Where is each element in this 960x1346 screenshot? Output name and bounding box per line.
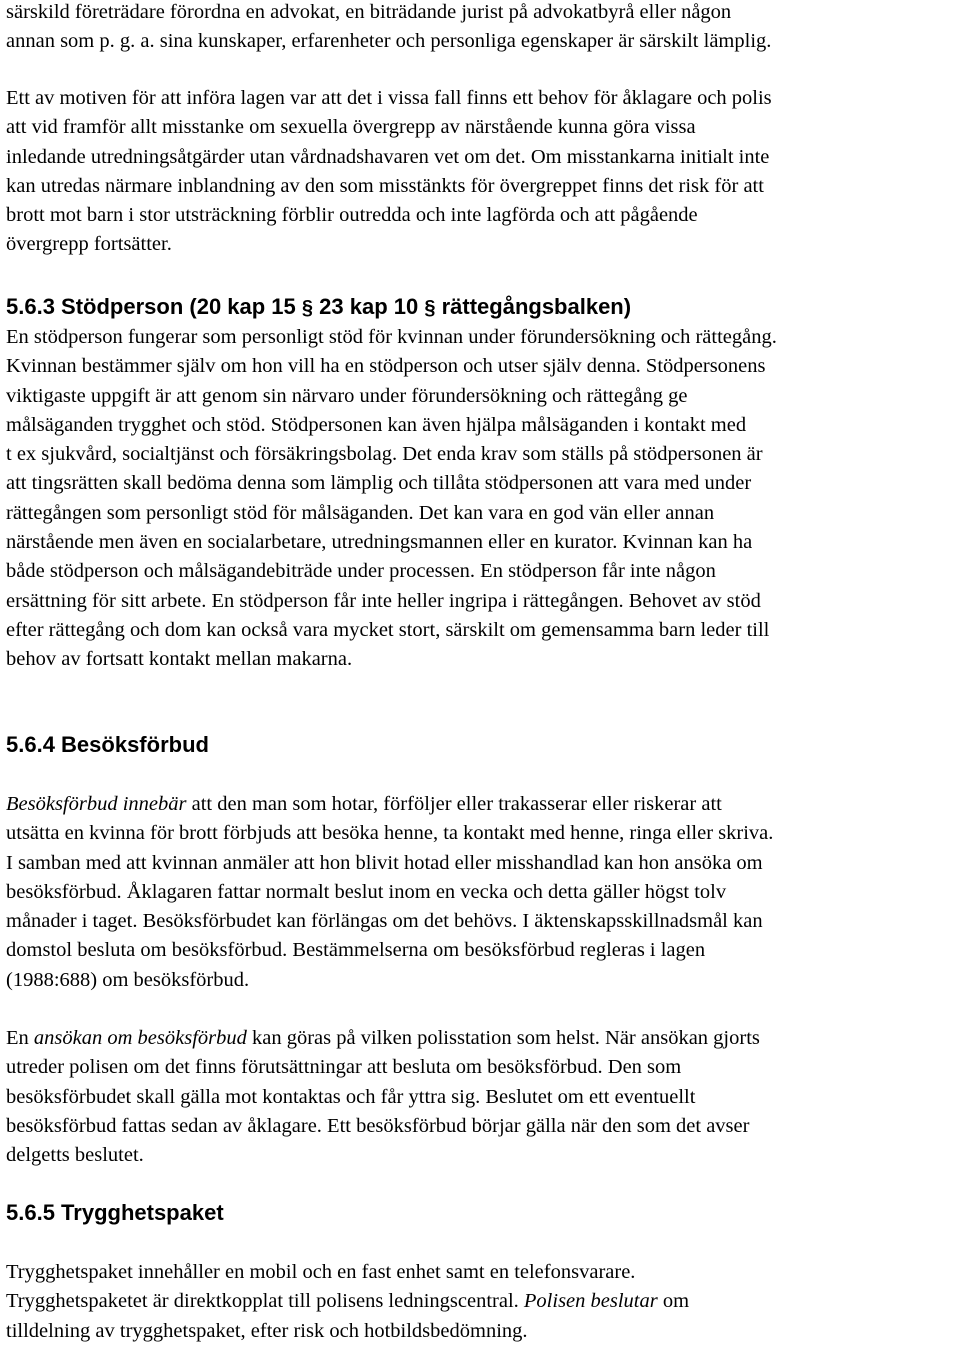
text-line: En ansökan om besöksförbud kan göras på vilken polisstation som helst. När ansökan gjorts	[6, 1027, 760, 1049]
text-line: I samban med att kvinnan anmäler att hon blivit hotad eller misshandlad kan hon ansöka om	[6, 851, 763, 874]
text-line: t ex sjukvård, socialtjänst och försäkringsbolag. Det enda krav som ställs på stödpersonen är	[6, 443, 763, 466]
stodperson-paragraph	[6, 323, 777, 675]
text-line: (1988:688) om besöksförbud.	[6, 968, 250, 991]
paragraph-sign-icon: §	[301, 297, 314, 319]
text-line: delgetts beslutet.	[6, 1144, 144, 1167]
text-line: att vid framför allt misstanke om sexuella övergrepp av närstående kunna göra vissa	[6, 116, 696, 139]
text-line: kan utredas närmare inblandning av den som misstänkts för övergreppet finns det risk för att	[6, 174, 764, 197]
paragraph-sign-icon: §	[424, 297, 436, 319]
text-line: inledande utredningsåtgärder utan vårdnadshavaren vet om det. Om misstankarna initialt inte	[6, 145, 770, 168]
section-heading-trygghetspaket: 5.6.5 Trygghetspaket	[6, 1200, 224, 1225]
besoksforbud-paragraph-2	[6, 1024, 760, 1170]
text-line: besöksförbudet skall gälla mot kontaktas och får yttra sig. Beslutet om ett eventuellt	[6, 1085, 696, 1108]
text-line: efter rättegång och dom kan också vara mycket stort, särskilt om gemensamma barn leder till	[6, 618, 770, 641]
text-line: övergrepp fortsätter.	[6, 233, 172, 256]
text-line: att tingsrätten skall bedöma denna som lämplig och tillåta stödpersonen att vara med under	[6, 472, 752, 495]
section-heading-stodperson: 5.6.3 Stödperson (20 kap 15 § 23 kap 10 § rättegångsbalken)	[6, 294, 632, 319]
text-line: månader i taget. Besöksförbudet kan förlängas om det behövs. I äktenskapsskillnadsmål kan	[6, 910, 763, 933]
besoksforbud-paragraph-1	[6, 790, 773, 995]
motive-paragraph	[6, 84, 772, 260]
text-line: Trygghetspaketet är direktkopplat till polisens ledningscentral. Polisen beslutar om	[6, 1290, 690, 1313]
text-line: utreder polisen om det finns förutsättningar att besluta om besöksförbud. Den som	[6, 1056, 682, 1079]
section-heading-besoksforbud: 5.6.4 Besöksförbud	[6, 732, 209, 757]
text-line: både stödperson och målsägandebiträde under processen. En stödperson får inte någon	[6, 560, 716, 583]
text-line: viktigaste uppgift är att genom sin närvaro under förundersökning och rättegång ge	[6, 384, 688, 407]
text-line: annan som p. g. a. sina kunskaper, erfarenheter och personliga egenskaper är särskilt lämplig.	[6, 30, 772, 53]
text-line: brott mot barn i stor utsträckning förblir outredda och inte lagförda och att pågående	[6, 204, 698, 227]
text-line: utsätta en kvinna för brott förbjuds att besöka henne, ta kontakt med henne, ringa eller skriva.	[6, 822, 774, 845]
text-line: tilldelning av trygghetspaket, efter risk och hotbildsbedömning.	[6, 1319, 528, 1342]
trygghetspaket-paragraph	[6, 1258, 689, 1346]
text-line: behov av fortsatt kontakt mellan makarna.	[6, 648, 353, 671]
text-line: Trygghetspaket innehåller en mobil och en fast enhet samt en telefonsvarare.	[6, 1261, 636, 1283]
text-line: Kvinnan bestämmer själv om hon vill ha en stödperson och utser själv denna. Stödpersonens	[6, 355, 766, 378]
text-line: Ett av motiven för att införa lagen var att det i vissa fall finns ett behov för åklagare och polis	[6, 87, 772, 109]
text-line: besöksförbud. Åklagaren fattar normalt beslut inom en vecka och detta gäller högst tolv	[6, 880, 727, 903]
text-line: rättegången som personligt stöd för målsäganden. Det kan vara en god vän eller annan	[6, 501, 715, 524]
text-line: En stödperson fungerar som personligt stöd för kvinnan under förundersökning och rättegång.	[6, 326, 777, 348]
text-line: närstående men även en socialarbetare, utredningsmannen eller en kurator. Kvinnan kan ha	[6, 531, 753, 554]
text-line: särskild företrädare förordna en advokat, en biträdande jurist på advokatbyrå eller någon	[6, 1, 732, 23]
intro-paragraph	[6, 0, 771, 57]
text-line: domstol besluta om besöksförbud. Bestämmelserna om besöksförbud regleras i lagen	[6, 939, 706, 962]
text-line: ersättning för sitt arbete. En stödperson får inte heller ingripa i rättegången. Behovet av stöd	[6, 589, 761, 612]
text-line: målsäganden trygghet och stöd. Stödpersonen kan även hjälpa målsäganden i kontakt med	[6, 413, 747, 436]
text-line: Besöksförbud innebär att den man som hotar, förföljer eller trakasserar eller riskerar att	[6, 793, 722, 815]
text-line: besöksförbud fattas sedan av åklagare. Ett besöksförbud börjar gälla när den som det avser	[6, 1114, 750, 1137]
